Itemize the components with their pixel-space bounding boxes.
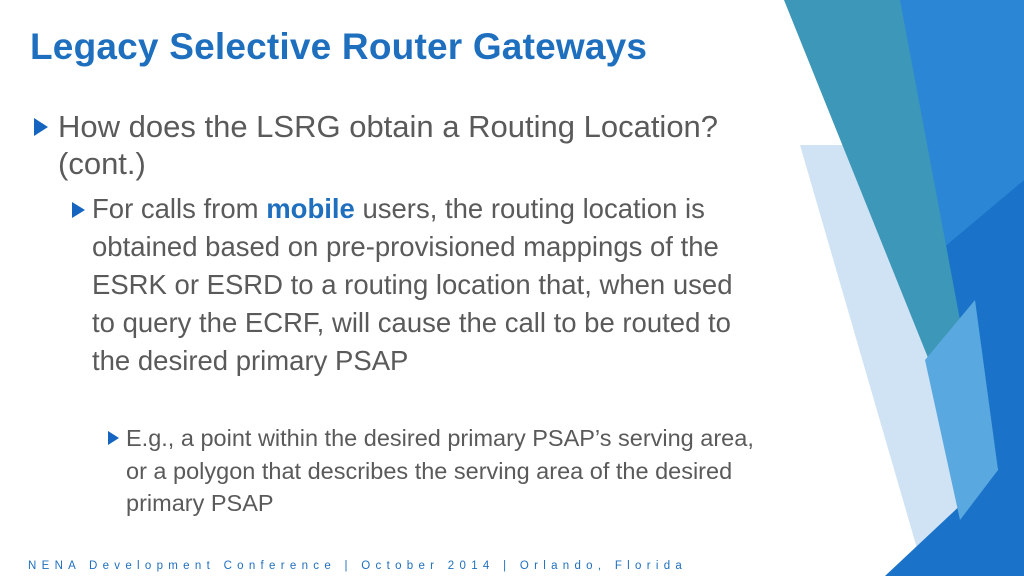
bullet-level-2-suffix: users, the routing location is obtained based on pre-provisioned mappings of the ESRK or ESRD to a routing location that, when used to query the ECRF, will cause the call to be routed to the desired primary PSAP [92,193,733,376]
bullet-level-1-text: How does the LSRG obtain a Routing Location? (cont.) [58,109,719,181]
bullet-level-2 [72,190,752,380]
triangle-right-icon [72,202,85,218]
bullet-level-3 [108,422,758,520]
triangle-right-icon [34,118,48,136]
bullet-level-2-text [72,190,752,380]
bullet-level-2-prefix: For calls from [92,193,267,224]
bullet-level-3-text: E.g., a point within the desired primary PSAP’s serving area, or a polygon that describes the serving area of the desired primary PSAP [126,425,754,516]
slide-footer: NENA Development Conference | October 2014 | Orlando, Florida [28,560,688,572]
bullet-level-2-emphasis: mobile [266,193,355,224]
bullet-level-1 [34,108,734,182]
triangle-right-icon [108,431,119,445]
slide-title: Legacy Selective Router Gateways [30,26,648,67]
